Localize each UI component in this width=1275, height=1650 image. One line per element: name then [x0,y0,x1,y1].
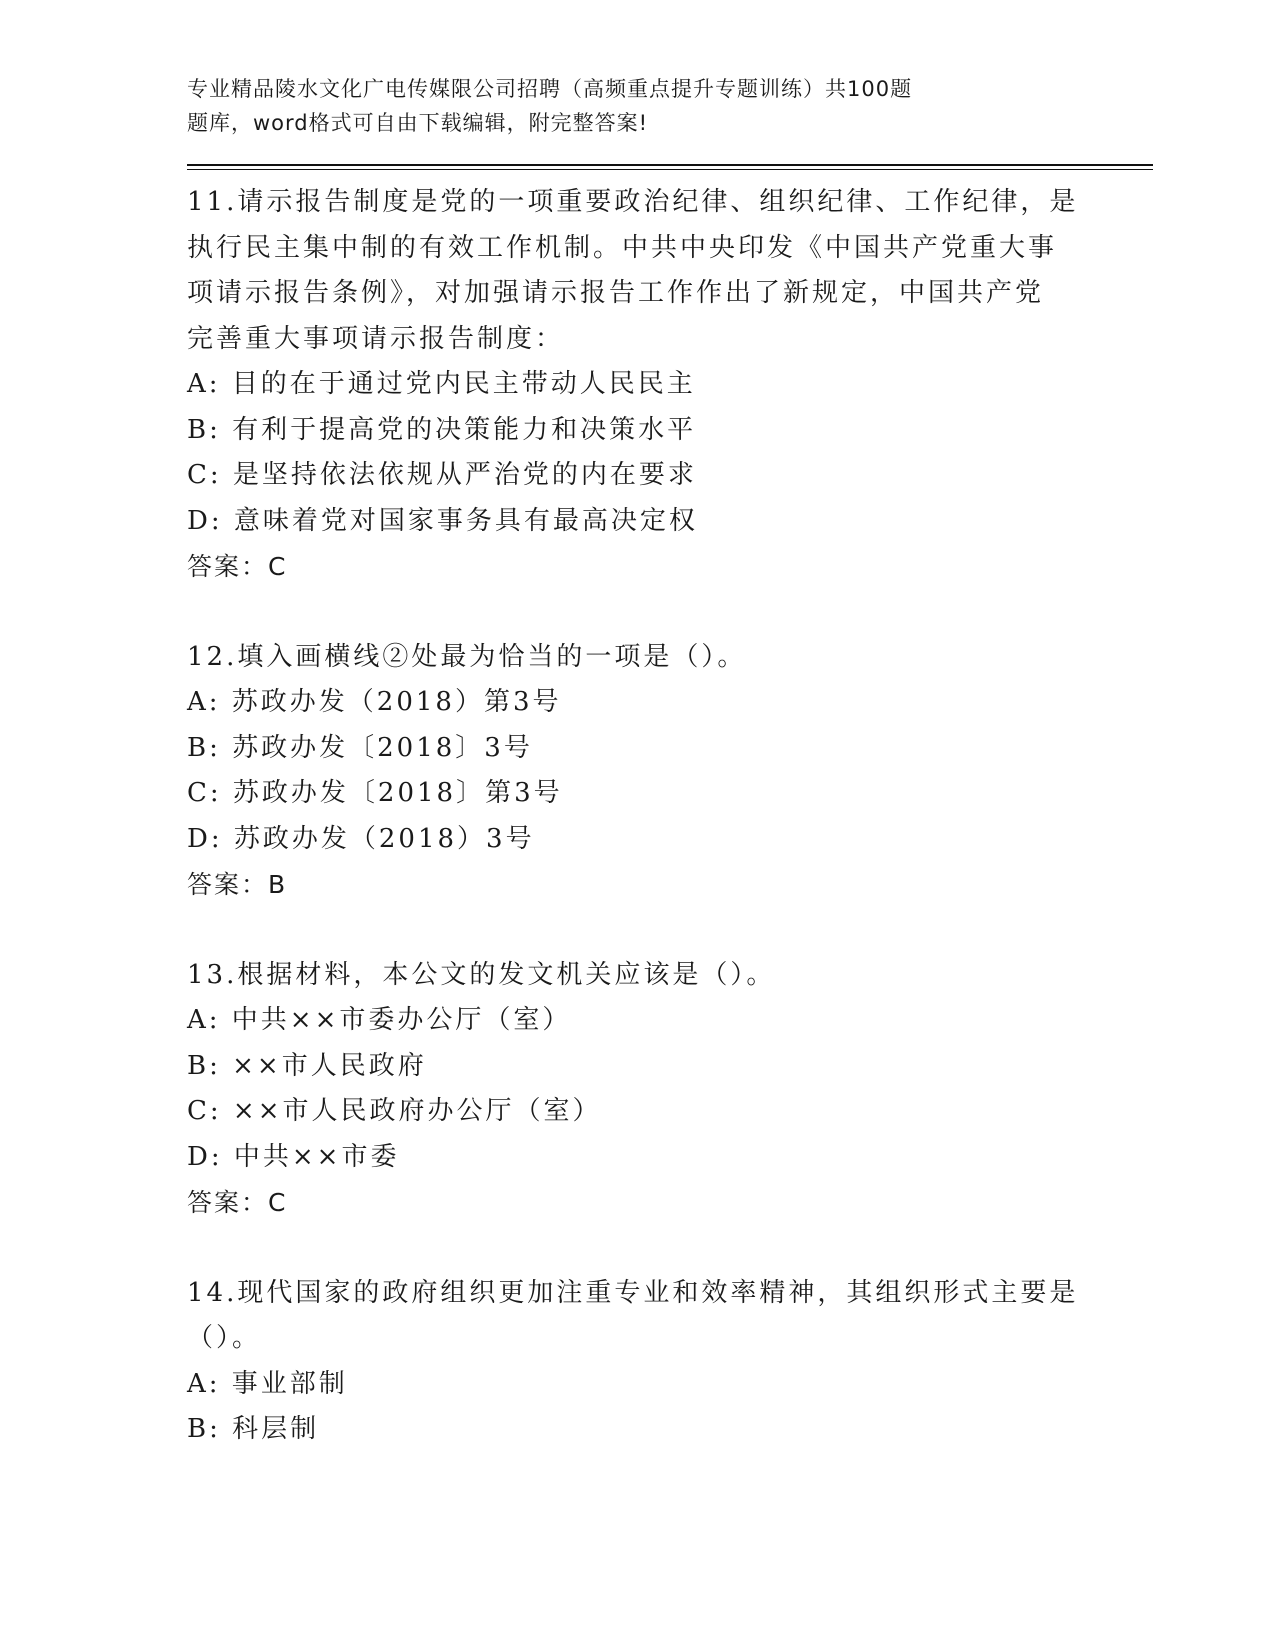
question-14 [187,1271,1147,1453]
header-line-1: 专业精品陵水文化广电传媒限公司招聘（高频重点提升专题训练）共100题 [187,77,913,101]
option-c: C: ××市人民政府办公厅（室） [187,1096,602,1126]
document-header [187,72,1147,140]
option-b: B: ××市人民政府 [187,1050,427,1081]
question-stem-line: 完善重大事项请示报告制度： [187,323,565,354]
option-b: B: 苏政办发〔2018〕3号 [187,732,533,763]
question-stem-line: 执行民主集中制的有效工作机制。中共中央印发《中国共产党重大事 [187,232,1058,263]
answer-line: 答案：C [187,1188,288,1217]
option-c: C: 是坚持依法依规从严治党的内在要求 [187,460,697,490]
option-d: D: 苏政办发（2018）3号 [187,823,535,854]
option-c: C: 苏政办发〔2018〕第3号 [187,778,563,808]
option-d: D: 意味着党对国家事务具有最高决定权 [187,505,698,536]
option-a: A: 中共××市委办公厅（室） [187,1005,572,1035]
option-b: B: 科层制 [187,1414,320,1444]
option-a: A: 事业部制 [187,1368,348,1399]
question-11 [187,180,1147,590]
header-divider [187,164,1153,170]
document-page [187,72,1147,1453]
spacer [187,590,1147,635]
question-stem-line: 11.请示报告制度是党的一项重要政治纪律、组织纪律、工作纪律，是 [187,187,1079,217]
question-12 [187,635,1147,908]
option-a: A: 苏政办发（2018）第3号 [187,687,562,717]
option-d: D: 中共××市委 [187,1141,400,1172]
spacer [187,1226,1147,1271]
option-a: A: 目的在于通过党内民主带动人民民主 [187,369,696,399]
question-stem-line: 14.现代国家的政府组织更加注重专业和效率精神，其组织形式主要是 [187,1277,1079,1308]
spacer [187,908,1147,953]
answer-line: 答案：B [187,870,288,899]
answer-line: 答案：C [187,552,288,581]
question-13 [187,953,1147,1226]
header-line-2: 题库，word格式可自由下载编辑，附完整答案! [187,111,649,135]
question-stem-line: 13.根据材料，本公文的发文机关应该是（）。 [187,959,776,990]
question-stem-line: （）。 [187,1323,262,1353]
question-stem-line: 12.填入画横线②处最为恰当的一项是（）。 [187,641,747,672]
option-b: B: 有利于提高党的决策能力和决策水平 [187,414,697,445]
question-stem-line: 项请示报告条例》，对加强请示报告工作作出了新规定，中国共产党 [187,278,1045,308]
